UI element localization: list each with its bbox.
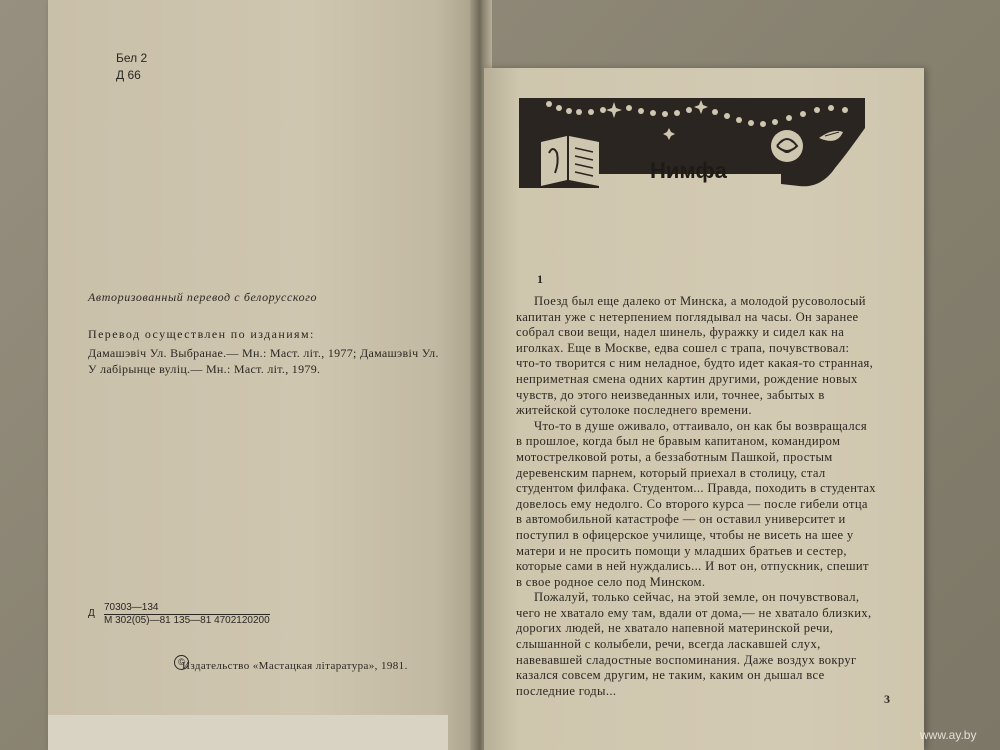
paragraph: Что-то в душе оживало, оттаивало, он как бы возвращался в прошлое, когда был не бравым капитаном, командиром мотострелковой роты, а беззаботным Пашкой, простым деревенским парнем, который приехал в столицу, стал студентом филфака. Студентом... Правда, походить в студентах довелось ему недолго. Со второго курса — после гибели отца в автомобильной катастрофе — он оставил университет и поступил в офицерское училище, чтобы не висеть на шее у матери и не просить помощи у младших братьев и сестер, которые сами в ней нуждались... И вот он, отпускник, спешит в свое родное село под Минском. — [516, 418, 876, 589]
chapter-body — [516, 294, 876, 699]
translation-note: Авторизованный перевод с белорусского — [88, 290, 318, 304]
library-code — [116, 50, 147, 84]
open-book-icon — [541, 136, 599, 186]
copyright-icon: © — [174, 655, 189, 670]
editions-list — [88, 345, 458, 377]
editions-line-2: У лабірынце вуліц.— Мн.: Маст. літ., 1979. — [88, 362, 321, 376]
left-page-underlay — [48, 715, 448, 750]
chapter-title: Нимфа — [650, 158, 727, 183]
library-code-line-2: Д 66 — [116, 68, 141, 82]
paragraph: Пожалуй, только сейчас, на этой земле, он почувствовал, чего не хватало ему там, вдали от дома,— не хватало близких, дорогих людей, не хватало напевной материнской речи, слышанной с колыбели, речи, всегда ласкавшей слух, навевавшей сладостные воспоминания. Даже воздух вокруг казался совсем другим, не таким, каким он дышал все последние годы... — [516, 590, 872, 698]
library-code-line-1: Бел 2 — [116, 51, 148, 65]
catalog-numerator: 70303—134 — [104, 602, 159, 613]
editions-heading: Перевод осуществлен по изданиям: — [88, 327, 315, 341]
editions-line-1: Дамашэвіч Ул. Выбранае.— Мн.: Маст. літ., 1977; Дамашэвіч Ул. — [88, 346, 439, 360]
section-number: 1 — [537, 272, 543, 286]
catalog-letter: Д — [88, 608, 95, 619]
catalog-denominator: М 302(05)—81 135—81 4702120200 — [104, 615, 270, 626]
paragraph: Поезд был еще далеко от Минска, а молодой русоволосый капитан уже с нетерпением поглядывал на часы. Он заранее собрал свои вещи, надел шинель, фуражку и сидел как на иголках. Еще в Москве, едва сошел с трапа, почувствовал: что-то творится с ним неладное, будто идет какая-то странная, неприметная смена одних картин другими, рождение новых чувств, до этого неизведанных или, точнее, забытых в житейской сутолоке последнего времени. — [516, 294, 874, 418]
publisher-imprint: Издательство «Мастацкая літаратура», 1981. — [182, 660, 408, 672]
site-watermark: www.ay.by — [920, 728, 977, 742]
page-number: 3 — [884, 692, 890, 706]
